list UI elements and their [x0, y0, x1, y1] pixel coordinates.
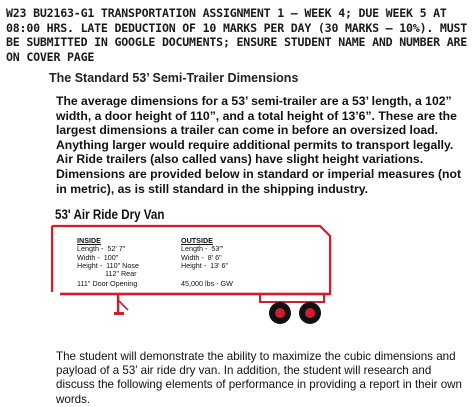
inside-height-nose: Height - 110" Nose [77, 260, 139, 270]
outside-dimensions [181, 237, 228, 270]
inside-width: Width - 100" [77, 252, 119, 262]
rear-wheel-1 [269, 302, 291, 324]
inside-heading: INSIDE [77, 236, 101, 245]
inside-height-rear: 112" Rear [77, 269, 137, 279]
closing-paragraph: The student will demonstrate the ability to maximize the cubic dimensions and payload of a 53’ air ride dry van. In addition, the student will research and discuss the following elements of performance in providing a report in their own words. [56, 350, 462, 406]
landing-gear-brace [118, 300, 128, 310]
intro-paragraph: The average dimensions for a 53’ semi-trailer are a 53’ length, a 102” width, a door height of 110”, and a total height of 13’6”. These are the largest dimensions a trailer can come in before an oversized load. Anything larger would require additional permits to transport legally. Air Ride trailers (also called vans) have slight height variations. Dimensions are provided below in standard or imperial measures (not in metric), as is still standard in the shipping industry. [56, 94, 461, 196]
outside-width: Width - 8' 6" [181, 252, 222, 262]
landing-gear-foot [114, 312, 124, 315]
outside-height: Height - 13' 6" [181, 260, 229, 270]
door-opening: 111" Door Opening [77, 279, 138, 288]
gross-weight: 45,000 lbs - GW [181, 279, 233, 288]
assignment-header: W23 BU2163-G1 TRANSPORTATION ASSIGNMENT 1 – WEEK 4; DUE WEEK 5 AT 08:00 HRS. LATE DEDUCTION OF 10 MARKS PER DAY (30 MARKS – 10%). MUST BE SUBMITTED IN GOOGLE DOCUMENTS; ENSURE STUDENT NAME AND NUMBER ARE ON COVER PAGE [6, 6, 468, 64]
inside-dimensions [77, 237, 139, 278]
rear-wheel-2 [299, 302, 321, 324]
van-title: 53' Air Ride Dry Van [55, 207, 165, 222]
inside-length: Length - 52' 7" [77, 244, 126, 254]
outside-length: Length - 53'" [181, 244, 224, 254]
outside-heading: OUTSIDE [181, 236, 213, 245]
section-title: The Standard 53’ Semi-Trailer Dimensions [49, 71, 299, 85]
